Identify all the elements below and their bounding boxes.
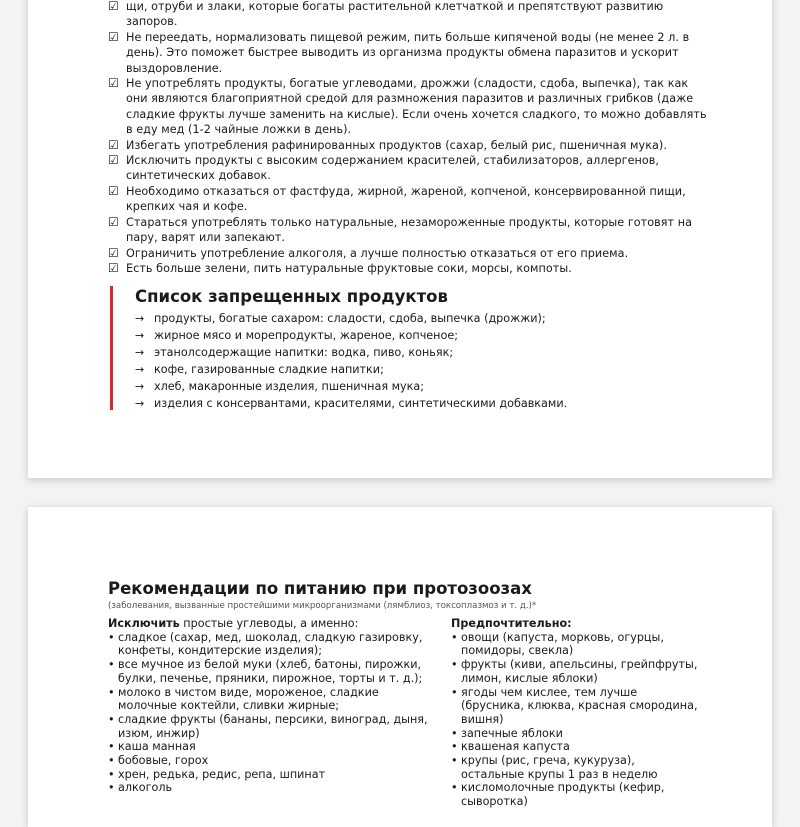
preferred-item-text: фрукты (киви, апельсины, грейпфруты, лимон, кислые яблоки): [461, 658, 698, 685]
exclude-item-text: сладкие фрукты (бананы, персики, виноград, дыня, изюм, инжир): [118, 712, 428, 740]
exclude-item: [108, 754, 428, 768]
checklist-item-text: Необходимо отказаться от фастфуда, жирной, жареной, копченой, консервированной пищи, крепких чая и кофе.: [126, 184, 686, 214]
arrow-icon: →: [135, 328, 145, 342]
checklist-item: [108, 184, 708, 215]
checkbox-icon: ☑: [108, 153, 119, 168]
arrow-icon: →: [135, 312, 145, 325]
document-page-1: [28, 0, 772, 478]
banned-item: [135, 328, 695, 345]
exclude-heading-rest: простые углеводы, а именно:: [179, 617, 359, 630]
exclude-list: [108, 631, 428, 795]
preferred-item: [451, 754, 701, 781]
preferred-item: [451, 740, 701, 754]
exclude-heading-bold: Исключить: [108, 617, 180, 630]
checklist-item: [108, 0, 708, 30]
bullet-icon: •: [108, 685, 115, 699]
exclude-item: [108, 781, 428, 795]
bullet-icon: •: [108, 754, 115, 768]
banned-item: [135, 362, 695, 379]
checklist-item: [108, 76, 708, 138]
preferred-list: [451, 631, 701, 809]
accent-bar: [110, 286, 113, 410]
bullet-icon: •: [108, 712, 115, 726]
preferred-item-text: кисломолочные продукты (кефир, сыворотка): [461, 781, 665, 809]
bullet-icon: •: [451, 740, 458, 754]
exclude-item: [108, 768, 428, 782]
banned-item-text: изделия с консервантами, красителями, синтетическими добавками.: [154, 396, 568, 410]
checklist-item-text: Есть больше зелени, пить натуральные фруктовые соки, морсы, компоты.: [126, 261, 572, 275]
checkbox-icon: ☑: [108, 29, 119, 44]
banned-products-title: Список запрещенных продуктов: [135, 287, 448, 306]
bullet-icon: •: [108, 630, 115, 644]
exclude-heading: [108, 617, 428, 631]
exclude-item: [108, 740, 428, 754]
arrow-icon: →: [135, 362, 145, 376]
preferred-item-text: овощи (капуста, морковь, огурцы, помидоры, свекла): [461, 630, 664, 658]
preferred-heading-label: Предпочтительно:: [451, 617, 572, 630]
checkbox-icon: ☑: [108, 245, 119, 260]
checkbox-icon: ☑: [108, 260, 119, 275]
exclude-item-text: бобовые, горох: [118, 754, 209, 768]
preferred-item: [451, 658, 701, 685]
bullet-icon: •: [108, 740, 115, 754]
checklist-item-text: Исключить продукты с высоким содержанием красителей, стабилизаторов, аллергенов, синтетических добавок.: [126, 154, 660, 183]
banned-item-text: продукты, богатые сахаром: сладости, сдоба, выпечка (дрожжи);: [154, 312, 546, 325]
exclude-item: [108, 713, 428, 740]
preferred-item: [451, 781, 701, 808]
nutrition-subtitle: (заболевания, вызванные простейшими микроорганизмами (лямблиоз, токсоплазмоз и т. д.)*: [108, 601, 537, 611]
bullet-icon: •: [451, 658, 458, 672]
banned-item-text: хлеб, макаронные изделия, пшеничная мука;: [154, 379, 425, 393]
banned-products-list: [135, 311, 695, 412]
banned-item-text: жирное мясо и морепродукты, жареное, копченое;: [154, 328, 458, 342]
preferred-item-text: квашеная капуста: [461, 740, 570, 754]
banned-item-text: кофе, газированные сладкие напитки;: [154, 362, 384, 376]
checklist-item-text: щи, отруби и злаки, которые богаты растительной клетчаткой и препятствуют развитию запоров.: [126, 0, 664, 29]
banned-item-text: этанолсодержащие напитки: водка, пиво, коньяк;: [154, 345, 454, 359]
preferred-item-text: крупы (рис, греча, кукуруза), остальные крупы 1 раз в неделю: [461, 754, 658, 781]
exclude-item: [108, 686, 428, 713]
preferred-item: [451, 631, 701, 658]
checkbox-icon: ☑: [108, 0, 119, 13]
checkbox-icon: ☑: [108, 214, 119, 229]
bullet-icon: •: [451, 754, 458, 768]
checkbox-icon: ☑: [108, 76, 119, 91]
preferred-item-text: ягоды чем кислее, тем лучше (брусника, клюква, красная смородина, вишня): [461, 685, 698, 726]
banned-item: [135, 379, 695, 396]
bullet-icon: •: [108, 781, 115, 795]
exclude-item-text: алкоголь: [118, 781, 173, 795]
checklist-item-text: Стараться употреблять только натуральные, незамороженные продукты, которые готовят на пару, варят или запекают.: [126, 215, 693, 245]
preferred-column: [451, 617, 701, 809]
checklist-item: [108, 30, 708, 76]
arrow-icon: →: [135, 396, 145, 410]
checklist-item: [108, 261, 708, 276]
bullet-icon: •: [451, 781, 458, 795]
preferred-item: [451, 727, 701, 741]
recommendation-checklist: [108, 0, 708, 276]
checkbox-icon: ☑: [108, 183, 119, 198]
document-page-2: [28, 507, 772, 827]
checkbox-icon: ☑: [108, 137, 119, 152]
exclude-item-text: молоко в чистом виде, мороженое, сладкие молочные коктейли, сливки жирные;: [118, 685, 379, 713]
checklist-item: [108, 153, 708, 184]
checklist-item: [108, 138, 708, 153]
exclude-item: [108, 658, 428, 685]
exclude-item-text: сладкое (сахар, мед, шоколад, сладкую газировку, конфеты, кондитерские изделия);: [118, 630, 423, 658]
exclude-item-text: хрен, редька, редис, репа, шпинат: [118, 767, 326, 781]
preferred-heading: [451, 617, 701, 631]
checklist-item-text: Избегать употребления рафинированных продуктов (сахар, белый рис, пшеничная мука).: [126, 138, 667, 152]
bullet-icon: •: [451, 726, 458, 740]
checklist-item-text: Не переедать, нормализовать пищевой режим, пить больше кипяченой воды (не менее 2 л. в день). Это поможет быстрее выводить из организма продукты обмена паразитов и ускорит выздоровление.: [126, 30, 690, 75]
banned-item: [135, 311, 695, 328]
checklist-item: [108, 246, 708, 261]
bullet-icon: •: [108, 767, 115, 781]
checklist-item-text: Ограничить употребление алкоголя, а лучше полностью отказаться от его приема.: [126, 246, 629, 260]
bullet-icon: •: [108, 658, 115, 672]
bullet-icon: •: [451, 630, 458, 644]
banned-item: [135, 345, 695, 362]
exclude-item-text: все мучное из белой муки (хлеб, батоны, пирожки, булки, печенье, пряники, пирожное, торты и т. д.);: [118, 658, 423, 685]
exclude-item-text: каша манная: [118, 740, 196, 754]
exclude-column: [108, 617, 428, 795]
checklist-item: [108, 215, 708, 246]
exclude-item: [108, 631, 428, 658]
preferred-item-text: запечные яблоки: [461, 726, 563, 740]
arrow-icon: →: [135, 345, 145, 359]
arrow-icon: →: [135, 379, 145, 393]
preferred-item: [451, 686, 701, 727]
nutrition-title: Рекомендации по питанию при протозоозах: [108, 579, 532, 598]
checklist-item-text: Не употреблять продукты, богатые углеводами, дрожжи (сладости, сдоба, выпечка), так как они являются благоприятной средой для размножения паразитов и различных грибков (даже сладкие фрукты лучше заменить на кислые). Если очень хочется сладкого, то можно добавлять в еду мед (1-2 чайные ложки в день).: [126, 77, 707, 137]
bullet-icon: •: [451, 685, 458, 699]
banned-item: [135, 396, 695, 413]
